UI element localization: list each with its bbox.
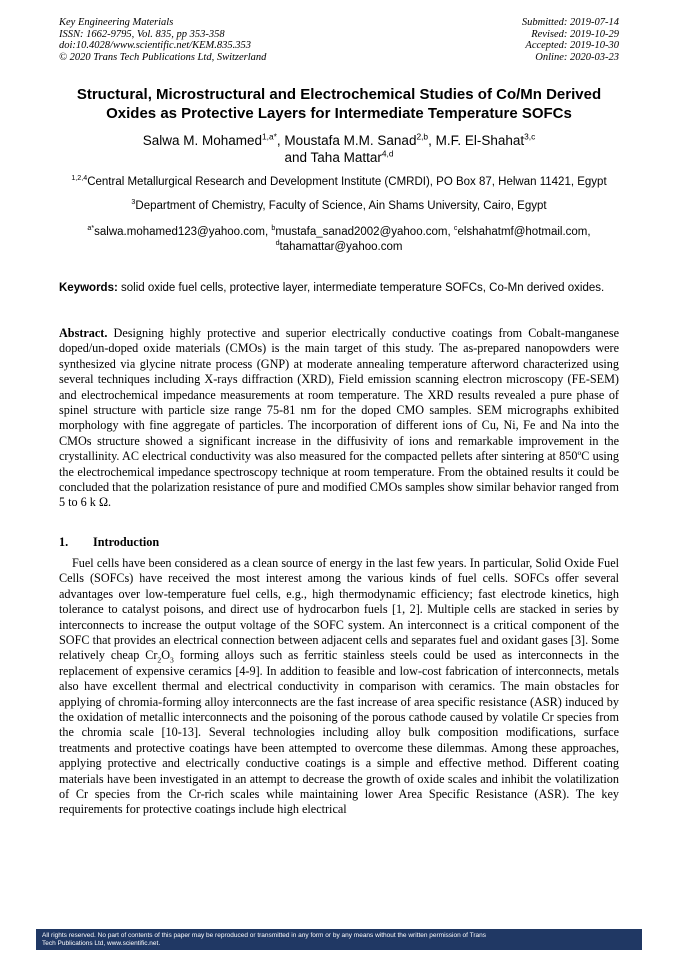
submission-dates	[522, 17, 619, 63]
revised-date: Revised: 2019-10-29	[531, 28, 619, 40]
submitted-date: Submitted: 2019-07-14	[521, 17, 619, 28]
abstract-paragraph: Abstract. Designing highly protective and superior electrically conductive coatings from Cobalt-manganese doped/un-doped oxide materials (CMOs) is the main target of this study. The as-prepared nanopowders were synthesized via glycine nitrate process (GNP) at moderate annealing temperature afterword characterized using several techniques including X-rays diffraction (XRD), Field emission scanning electron microscopy (FE-SEM) and electrochemical impedance measurements at room temperature. The XRD results revealed a pure phase of spinel structure with particle size range 75-81 nm for the doped CMO samples. SEM micrographs exhibited morphology with fine aggregate of particles. The incorporation of different ions of Cu, Ni, Fe and Na into the CMOs structure showed a significant increase in the diffusivity of ions and remarkable improvement in the crystallinity. AC electrical conductivity was also measured for the compacted pellets after sintering at 850$^o$C using the electrochemical impedance spectroscopy technique at room temperature. From the obtained results it could be concluded that the polarization resistance of pure and modified CMOs samples show similar behavior ranged from 5 to 6 k Ω.	[59, 326, 619, 510]
copyright-footer-bar	[36, 929, 642, 950]
journal-issn-volume: ISSN: 1662-9795, Vol. 835, pp 353-358	[59, 28, 225, 40]
journal-name: Key Engineering Materials	[59, 17, 174, 28]
accepted-date: Accepted: 2019-10-30	[525, 40, 619, 51]
keywords-paragraph: Keywords: solid oxide fuel cells, protective layer, intermediate temperature SOFCs, Co-Mn derived oxides.	[59, 282, 605, 294]
authors-line-2: and Taha Mattar$^{4,d}$	[284, 148, 394, 165]
journal-info	[59, 17, 266, 63]
copyright-line: © 2020 Trans Tech Publications Ltd, Switzerland	[59, 51, 267, 63]
introduction-paragraph: Fuel cells have been considered as a clean source of energy in the last few years. In particular, Solid Oxide Fuel Cells (SOFCs) have received the most interest among the various kinds of fuel cells. SOFCs offer several advantages over low-temperature fuel cells, e.g., high thermodynamic efficiency; fast electrode kinetics, high tolerance to catalyst poisons, and direct use of hydrocarbon fuels [1, 2]. Multiple cells are stacked in series by interconnects to increase the output voltage of the SOFC system. An interconnect is a critical component of the SOFC that provides an electrical connection between adjacent cells and separates fuel and oxidant gases [3]. Some relatively cheap $Cr_2O_3$ forming alloys such as ferritic stainless steels could be used as interconnects in the replacement of expensive ceramics [4-9]. In addition to feasible and low-cost fabrication of interconnects, metals also have excellent thermal and electrical conductivity in comparison with ceramics. The main obstacles for applying of chromia-forming alloy interconnects are the fast increase of area specific resistance (ASR) induced by the oxidation of metallic interconnects and the poisoning of the porous cathode caused by volatile Cr species from the chromia scale [10-13]. Several technologies including alloy bulk composition modifications, surface treatments and protective coatings have been attempted to overcome these dilemmas. Among these approaches, applying protective and electrically conductive coatings is a simple and effective method. Different coating materials have been investigated in an attempt to decrease the growth of oxide scales and inhibit the volatilization of Cr species from the Cr-rich scales while maintaining lower Area Specific Resistance (ASR). The key requirements for protective coatings include high electrical	[59, 555, 620, 817]
author-emails: $^{a*}$salwa.mohamed123@yahoo.com, $^b$mustafa_sanad2002@yahoo.com, $^c$elshahatmf@hotmail.com, $^d$tahamattar@yahoo.com	[87, 224, 591, 253]
paper-header	[59, 17, 619, 63]
doi-line: doi:10.4028/www.scientific.net/KEM.835.353	[59, 40, 251, 51]
affiliation-2: $^3$Department of Chemistry, Faculty of Science, Ain Shams University, Cairo, Egypt	[131, 197, 547, 212]
section-title: Introduction	[93, 534, 160, 549]
online-date: Online: 2020-03-23	[535, 51, 619, 63]
affiliation-1: $^{1,2,4}$Central Metallurgical Research and Development Institute (CMRDI), PO Box 87, Helwan 11421, Egypt	[71, 174, 607, 188]
footer-line-1: All rights reserved. No part of contents of this paper may be reproduced or transmitted in any form or by any means without the written permission of Trans	[42, 932, 487, 939]
footer-line-2: Tech Publications Ltd, www.scientific.net.	[42, 939, 161, 947]
authors-line-1: Salwa M. Mohamed$^{1,a*}$, Moustafa M.M. Sanad$^{2,b}$, M.F. El-Shahat$^{3,c}$	[142, 131, 536, 148]
section-heading-introduction	[59, 535, 619, 550]
paper-title: Structural, Microstructural and Electrochemical Studies of Co/Mn Derived Oxides as Protective Layers for Intermediate Temperature SOFCs	[76, 86, 602, 122]
section-number: 1.	[59, 534, 69, 549]
